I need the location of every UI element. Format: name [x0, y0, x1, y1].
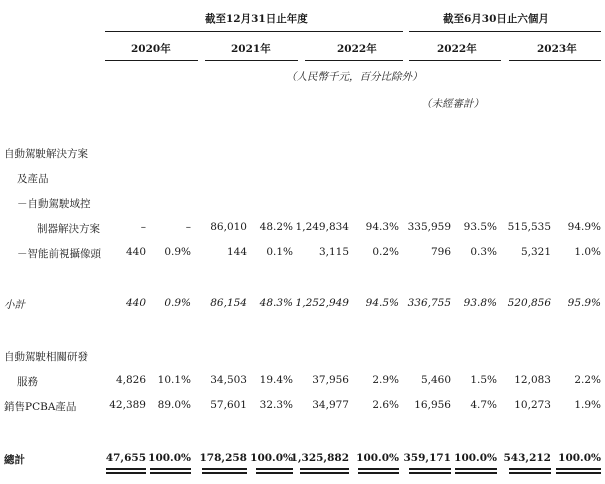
cell-value: 12,083	[514, 374, 551, 386]
cell-value: 100.0%	[250, 452, 293, 464]
cell-value: 95.9%	[567, 297, 601, 309]
header-group-halfyear: 截至6月30日止六個月	[443, 13, 549, 25]
header-rule-halfyear	[409, 31, 601, 32]
cell-value: 0.2%	[372, 246, 399, 258]
year-header-2022-h1: 2022年	[437, 43, 477, 55]
cell-value: 10.1%	[157, 374, 191, 386]
cell-value: 10,273	[514, 399, 551, 411]
cell-value: –	[185, 221, 191, 233]
cell-value: 0.1%	[266, 246, 293, 258]
year-rule-2023-h1	[509, 60, 601, 61]
row-label-total: 總計	[4, 454, 25, 466]
cell-value: 93.8%	[463, 297, 497, 309]
cell-value: 1,249,834	[295, 221, 349, 233]
cell-value: 47,655	[105, 452, 146, 464]
year-rule-2020	[105, 60, 198, 61]
cell-value: 3,115	[318, 246, 349, 258]
cell-value: 94.3%	[365, 221, 399, 233]
year-header-2021: 2021年	[231, 43, 271, 55]
row-label-section2-line2: 服務	[17, 376, 38, 388]
cell-value: 1.0%	[574, 246, 601, 258]
cell-value: 543,212	[503, 452, 551, 464]
cell-value: 440	[125, 297, 146, 309]
row-label-pcba: 銷售PCBA產品	[4, 401, 77, 413]
cell-value: 4.7%	[470, 399, 497, 411]
cell-value: 1,325,882	[290, 452, 349, 464]
cell-value: 1.5%	[470, 374, 497, 386]
cell-value: 336,755	[407, 297, 451, 309]
row-label-section1-line2: 及產品	[17, 173, 49, 185]
cell-value: 520,856	[507, 297, 551, 309]
cell-value: 57,601	[210, 399, 247, 411]
cell-value: 16,956	[414, 399, 451, 411]
cell-value: 48.2%	[259, 221, 293, 233]
cell-value: 32.3%	[259, 399, 293, 411]
cell-value: 4,826	[115, 374, 146, 386]
cell-value: 86,154	[210, 297, 247, 309]
unit-note: （人民幣千元，百分比除外）	[286, 71, 423, 83]
cell-value: 1,252,949	[295, 297, 349, 309]
row-label-section2-line1: 自動駕駛相關研發	[4, 351, 88, 363]
year-rule-2021	[205, 60, 298, 61]
cell-value: 94.9%	[567, 221, 601, 233]
cell-value: –	[140, 221, 146, 233]
header-group-annual: 截至12月31日止年度	[205, 13, 308, 25]
cell-value: 100.0%	[148, 452, 191, 464]
year-header-2023-h1: 2023年	[537, 43, 577, 55]
year-header-2020: 2020年	[131, 43, 171, 55]
row-label-subtotal: 小計	[4, 299, 25, 311]
cell-value: 0.9%	[164, 297, 191, 309]
cell-value: 440	[125, 246, 146, 258]
cell-value: 796	[430, 246, 451, 258]
cell-value: 37,956	[312, 374, 349, 386]
year-rule-2022	[305, 60, 403, 61]
cell-value: 2.9%	[372, 374, 399, 386]
cell-value: 100.0%	[454, 452, 497, 464]
cell-value: 34,503	[210, 374, 247, 386]
cell-value: 515,535	[507, 221, 551, 233]
cell-value: 5,321	[520, 246, 551, 258]
cell-value: 1.9%	[574, 399, 601, 411]
cell-value: 93.5%	[463, 221, 497, 233]
cell-value: 5,460	[420, 374, 451, 386]
row-label-sub1-line2: 制器解決方案	[37, 223, 100, 235]
row-label-sub1-line1: －自動駕駛域控	[17, 198, 91, 210]
unaudited-note: （未經審計）	[421, 98, 484, 110]
row-label-section1-line1: 自動駕駛解決方案	[4, 148, 88, 160]
cell-value: 34,977	[312, 399, 349, 411]
cell-value: 2.2%	[574, 374, 601, 386]
year-rule-2022-h1	[409, 60, 501, 61]
cell-value: 19.4%	[259, 374, 293, 386]
cell-value: 100.0%	[558, 452, 601, 464]
cell-value: 335,959	[407, 221, 451, 233]
cell-value: 89.0%	[157, 399, 191, 411]
cell-value: 0.9%	[164, 246, 191, 258]
row-label-sub2: －智能前視攝像頭	[17, 248, 101, 260]
cell-value: 100.0%	[356, 452, 399, 464]
year-header-2022: 2022年	[337, 43, 377, 55]
cell-value: 94.5%	[365, 297, 399, 309]
cell-value: 86,010	[210, 221, 247, 233]
cell-value: 178,258	[199, 452, 247, 464]
header-rule-annual	[105, 31, 403, 32]
cell-value: 2.6%	[372, 399, 399, 411]
cell-value: 0.3%	[470, 246, 497, 258]
cell-value: 144	[226, 246, 247, 258]
cell-value: 42,389	[109, 399, 146, 411]
cell-value: 359,171	[403, 452, 451, 464]
cell-value: 48.3%	[259, 297, 293, 309]
